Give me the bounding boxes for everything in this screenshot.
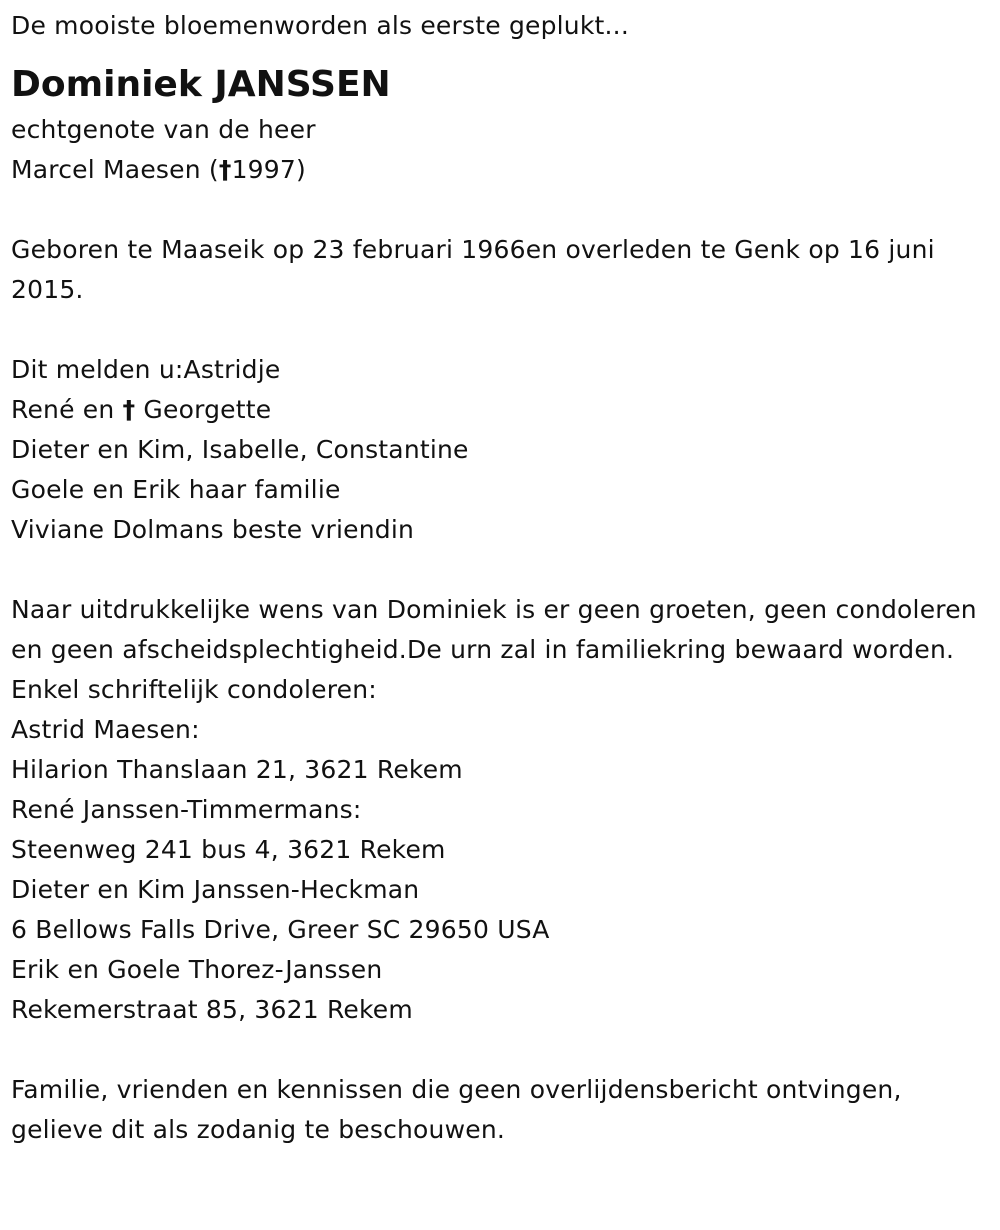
birth-death-text: Geboren te Maaseik op 23 februari 1966en overleden te Genk op 16 juni 2015. [11, 235, 935, 304]
wishes-text: Naar uitdrukkelijke wens van Dominiek is er geen groeten, geen condoleren en geen afscheidsplechtigheid.De urn zal in familiekring bewaard worden. [11, 595, 977, 664]
announcer-line [11, 390, 1000, 430]
address-line: Erik en Goele Thorez-Janssen [11, 955, 383, 984]
announcer-line: Dit melden u:Astridje [11, 355, 281, 384]
address-line: Astrid Maesen: [11, 715, 200, 744]
closing-text: Familie, vrienden en kennissen die geen overlijdensbericht ontvingen, gelieve dit als zodanig te beschouwen. [11, 1075, 902, 1144]
cross-icon: † [218, 155, 232, 184]
address-line: 6 Bellows Falls Drive, Greer SC 29650 USA [11, 915, 550, 944]
motto: De mooiste bloemenworden als eerste geplukt... [11, 11, 629, 40]
spouse-death-year: 1997) [231, 155, 306, 184]
address-line: René Janssen-Timmermans: [11, 795, 362, 824]
spacer [11, 190, 1000, 230]
address-line: Hilarion Thanslaan 21, 3621 Rekem [11, 755, 463, 784]
relation-line: echtgenote van de heer [11, 115, 316, 144]
address-line: Rekemerstraat 85, 3621 Rekem [11, 995, 413, 1024]
announcer-line: Viviane Dolmans beste vriendin [11, 515, 415, 544]
deceased-name: Dominiek JANSSEN [11, 64, 391, 105]
condolence-intro: Enkel schriftelijk condoleren: [11, 675, 377, 704]
address-line: Steenweg 241 bus 4, 3621 Rekem [11, 835, 446, 864]
announcer-line: Goele en Erik haar familie [11, 475, 341, 504]
address-line: Dieter en Kim Janssen-Heckman [11, 875, 420, 904]
spacer [11, 550, 1000, 590]
announcer-line: Dieter en Kim, Isabelle, Constantine [11, 435, 469, 464]
spacer [11, 1030, 1000, 1070]
spouse-name: Marcel Maesen ( [11, 155, 219, 184]
cross-icon: † [122, 395, 136, 424]
spouse-line [11, 150, 1000, 190]
announcer-text: René en [11, 395, 123, 424]
announcer-text: Georgette [135, 395, 272, 424]
spacer [11, 310, 1000, 350]
